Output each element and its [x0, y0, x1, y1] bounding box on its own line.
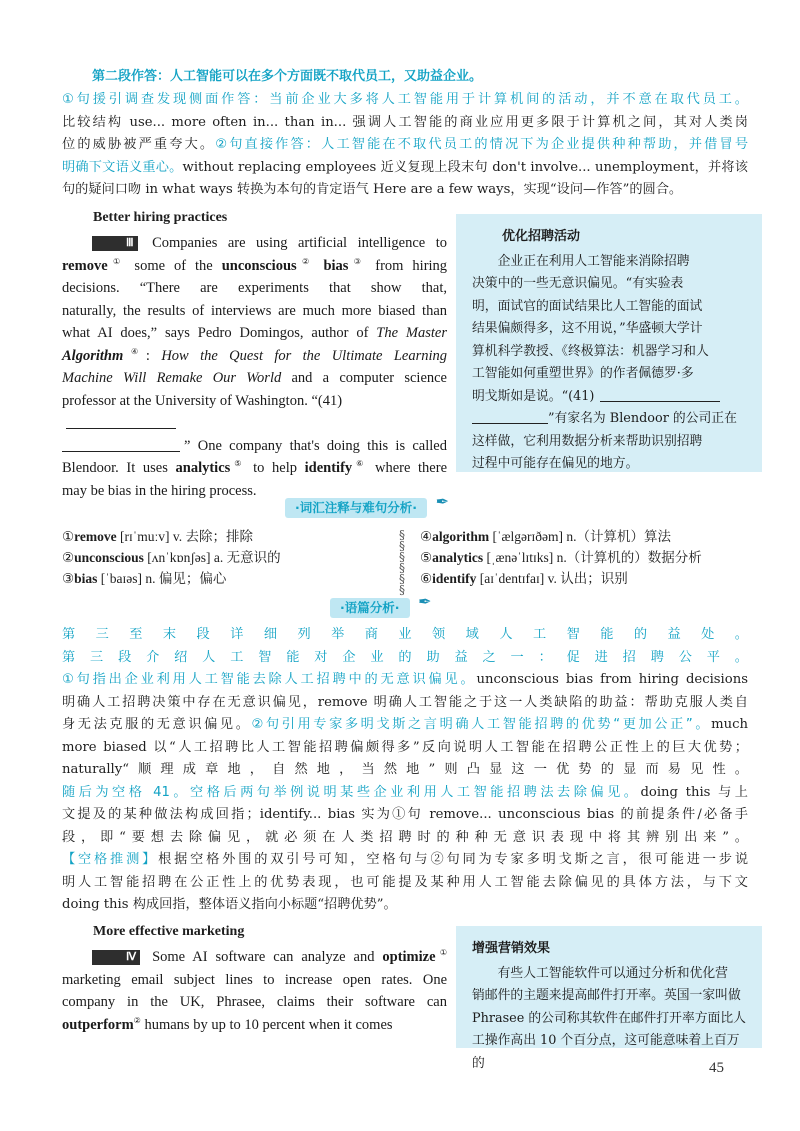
vocab-word: identify	[432, 571, 477, 586]
article-line: decisions. “There are experiments that show that,	[62, 280, 447, 296]
text-span: ①句指出企业利用人工智能去除人工招聘中的无意识偏见。	[62, 672, 477, 687]
vocab-word: algorithm	[432, 529, 490, 544]
vocab-list-right	[420, 526, 760, 589]
text-span: 第三至末段详细列举商业领域人工智能的益处。	[62, 627, 748, 642]
translation-span: 企业正在利用人工智能来消除招聘	[497, 253, 690, 269]
text-span: ②句引用专家多明戈斯之言明确人工智能招聘的优势“更加公正”。	[251, 717, 712, 732]
text-line	[62, 849, 748, 872]
text-span: more biased 以“人工招聘比人工智能招聘偏颇得多”反向说明人工智能在招聘公正性上的巨大优势；	[62, 739, 748, 755]
text-span: 比较结构 use... more often in... than in... 强调人工智能的商业应用更多限于计算机之间，其对人类岗	[62, 114, 748, 130]
text-line	[62, 804, 748, 827]
chain-divider: § § § § § §	[399, 528, 405, 597]
translation-span: 这样做，它利用数据分析来帮助识别招聘	[472, 433, 703, 449]
translation-span: 过程中可能存在偏见的地方。	[472, 456, 639, 471]
translation-line	[472, 386, 750, 409]
text-span: ①句援引调查发现侧面作答：当前企业大多将人工智能用于计算机间的活动，并不意在取代员工。	[62, 92, 748, 107]
vocab-def: [ʌnˈkɒnʃəs] a. 无意识的	[143, 550, 281, 565]
text-span: without replacing employees 近义复现上段末句 don't involve... unemployment，并将该	[182, 159, 748, 175]
section-2-analysis	[62, 89, 748, 202]
article-line: Blendoor. It uses analytics⑤ to help identify⑥ where there	[62, 459, 448, 476]
text-line	[62, 345, 447, 368]
translation-title: 优化招聘活动	[502, 229, 581, 244]
text-line	[62, 112, 748, 135]
article-line: Algorithm④: How the Quest for the Ultimate Learning	[62, 346, 447, 364]
text-line	[62, 157, 748, 180]
article-line: remove① some of the unconscious② bias③ from hiring	[62, 256, 448, 274]
vocab-num: ④	[420, 529, 433, 544]
translation-line	[472, 251, 750, 274]
text-line	[62, 1014, 447, 1037]
text-line	[62, 322, 447, 345]
feather-pen-icon: ✒	[435, 492, 449, 511]
text-span: 第三段介绍人工智能对企业的助益之一：促进招聘公平。	[62, 649, 748, 665]
text-line	[62, 737, 748, 760]
translation-line	[472, 341, 750, 364]
vocab-def: [ˈælgərɪðəm] n.（计算机）算法	[489, 529, 671, 544]
text-span: ②句直接作答：人工智能在不取代员工的情况下为企业提供种种帮助，并借冒号	[215, 137, 749, 152]
text-line	[62, 277, 447, 300]
text-span: 身无法克服的无意识偏见。	[62, 717, 252, 732]
text-line	[62, 759, 748, 782]
translation-span: 明戈斯如是说。“(41)	[472, 388, 595, 404]
text-span: 明人工智能招聘在公正性上的优势表现，也可能提及某种用人工智能去除偏见的具体方法，与下文	[62, 874, 748, 890]
text-line	[62, 647, 748, 670]
translation-span: 决策中的一些无意识偏见。“有实验表	[472, 276, 684, 291]
translation-text	[472, 251, 750, 476]
translation-span: 结果偏颇得多，这不用说，”华盛顿大学计	[472, 321, 703, 336]
vocab-num: ③	[62, 571, 75, 586]
discourse-banner-label: ·语篇分析·	[340, 600, 400, 615]
article-heading-hiring: Better hiring practices	[93, 210, 228, 225]
text-span: unconscious bias from hiring decisions	[476, 672, 748, 687]
text-line	[62, 894, 748, 917]
article-line: Companies are using artificial intelligence to	[152, 235, 448, 251]
vocab-item	[62, 526, 392, 547]
text-span: naturally“顺理成章地，自然地，当然地”则凸显这一优势的显而易见性。	[62, 762, 748, 777]
text-line	[62, 714, 748, 737]
vocab-banner-label: ·词汇注释与难句分析·	[295, 500, 417, 515]
vocab-def: [ˈbaɪəs] n. 偏见；偏心	[97, 571, 227, 586]
article-paragraph-4	[62, 946, 447, 1036]
article-line: marketing email subject lines to increase open rates. One	[62, 971, 447, 988]
text-span: doing this 构成回指，整体语义指向小标题“招聘优势”。	[62, 897, 397, 912]
translation-span: 明，面试官的面试结果比人工智能的面试	[472, 298, 703, 314]
translation-line	[472, 296, 750, 319]
article-line: may be bias in the hiring process.	[62, 482, 257, 499]
page-number: 45	[709, 1060, 724, 1076]
text-line	[62, 969, 447, 992]
discourse-analysis	[62, 624, 748, 917]
translation-line	[472, 1008, 750, 1031]
text-line	[62, 782, 748, 805]
vocab-num: ⑤	[420, 550, 433, 565]
text-line	[62, 89, 748, 112]
translation-line	[472, 363, 750, 386]
translation-text	[472, 963, 750, 1076]
blank-41-cont	[62, 437, 180, 452]
vocab-num: ②	[62, 550, 75, 565]
translation-title: 增强营销效果	[472, 941, 551, 956]
text-line	[62, 827, 748, 850]
vocab-num: ⑥	[420, 571, 433, 586]
translation-span: Phrasee 的公司称其软件在邮件打开率方面比人	[472, 1010, 746, 1026]
vocab-num: ①	[62, 529, 75, 544]
text-span: 明确下文语义重心。	[62, 159, 183, 175]
text-span: 位的威胁被严重夸大。	[62, 137, 216, 152]
text-span: doing this 与上	[640, 784, 748, 800]
text-span: 根据空格外围的双引号可知，空格句与②句同为专家多明戈斯之言，很可能进一步说	[158, 852, 749, 867]
vocab-item	[420, 547, 760, 568]
translation-line	[472, 408, 750, 431]
article-line: naturally, the results of interviews are much more biased than	[62, 302, 447, 319]
translation-line	[472, 273, 750, 296]
blank-41-cn	[472, 409, 548, 424]
vocab-def: [ˌænəˈlɪtɪks] n.（计算机的）数据分析	[483, 550, 702, 565]
paragraph-marker: Ⅲ	[92, 236, 138, 251]
translation-line	[472, 318, 750, 341]
paragraph-marker: Ⅳ	[92, 950, 140, 965]
translation-line	[472, 963, 750, 986]
text-line	[62, 300, 447, 323]
text-span: 句的疑问口吻 in what ways 转换为本句的肯定语气 Here are a few ways，实现“设问—作答”的圆合。	[62, 182, 683, 197]
translation-span: 工智能如何重塑世界》的作者佩德罗·多	[472, 366, 694, 381]
vocab-item	[420, 568, 760, 589]
article-line: what AI does,” says Pedro Domingos, author of The Master	[62, 325, 447, 341]
article-heading-marketing: More effective marketing	[93, 924, 245, 939]
text-span: 【空格推测】	[62, 852, 159, 867]
translation-span: 工操作高出 10 个百分点，这可能意味着上百万的	[472, 1033, 740, 1071]
section-2-answer: 第二段作答：人工智能可以在多个方面既不取代员工，又助益企业。	[92, 69, 483, 84]
article-line: company in the UK, Phrasee, claims their software can	[62, 994, 447, 1010]
vocab-item	[420, 526, 760, 547]
text-line	[62, 624, 748, 647]
text-line	[62, 946, 447, 969]
blank-41-cn	[600, 387, 720, 402]
vocab-word: unconscious	[74, 550, 144, 565]
vocab-item	[62, 568, 392, 589]
vocab-item	[62, 547, 392, 568]
translation-span: 算机科学教授、《终极算法：机器学习和人	[472, 343, 709, 359]
translation-span: 销邮件的主题来提高邮件打开率。英国一家叫做	[472, 988, 741, 1003]
article-line: professor at the University of Washington. “(41)	[62, 392, 343, 409]
translation-box-hiring	[456, 214, 762, 472]
text-span: much	[711, 717, 749, 732]
text-line	[62, 134, 748, 157]
translation-span: 有些人工智能软件可以通过分析和优化营	[497, 965, 728, 981]
discourse-banner	[330, 592, 432, 618]
vocab-word: analytics	[432, 550, 484, 565]
article-line: Machine Will Remake Our World and a computer science	[62, 370, 447, 386]
vocab-banner	[285, 492, 449, 518]
article-line: ” One company that's doing this is called	[184, 437, 447, 454]
translation-line	[472, 453, 750, 476]
article-line: Some AI software can analyze and optimize①	[152, 948, 448, 965]
text-span: 随后为空格 41。空格后两句举例说明某些企业利用人工智能招聘法去除偏见。	[62, 784, 641, 800]
text-line	[62, 991, 447, 1014]
translation-line	[472, 431, 750, 454]
text-span: 文提及的某种做法构成回指；identify... bias 实为①句 remove... unconscious bias 的前提条件/必备手	[62, 807, 748, 822]
translation-line	[472, 985, 750, 1008]
text-span: 明确人工招聘决策中存在无意识偏见，remove 明确人工智能之于这一人类缺陷的助益：帮助克服人类自	[62, 694, 748, 710]
text-line	[62, 872, 748, 895]
text-line	[62, 179, 748, 202]
vocab-def: [aɪˈdentɪfaɪ] v. 认出；识别	[476, 571, 628, 586]
text-line	[62, 669, 748, 692]
text-span: 段，即“要想去除偏见，就必须在人类招聘时的种种无意识表现中将其辨别出来”。	[62, 829, 748, 845]
article-line: outperform② humans by up to 10 percent when it comes	[62, 1015, 393, 1033]
text-line	[62, 390, 447, 435]
feather-pen-icon: ✒	[418, 592, 432, 611]
text-line	[62, 255, 447, 278]
text-line	[62, 435, 447, 458]
article-paragraph-3	[62, 232, 447, 502]
translation-span: ”有家名为 Blendoor 的公司正在	[548, 411, 737, 426]
text-line	[62, 232, 447, 255]
text-line	[62, 692, 748, 715]
vocab-def: [rɪˈmuːv] v. 去除；排除	[116, 529, 253, 544]
vocab-word: remove	[74, 529, 117, 544]
vocab-list-left	[62, 526, 392, 589]
vocab-word: bias	[74, 571, 98, 586]
text-line	[62, 367, 447, 390]
blank-41	[66, 414, 176, 429]
text-line	[62, 457, 447, 480]
